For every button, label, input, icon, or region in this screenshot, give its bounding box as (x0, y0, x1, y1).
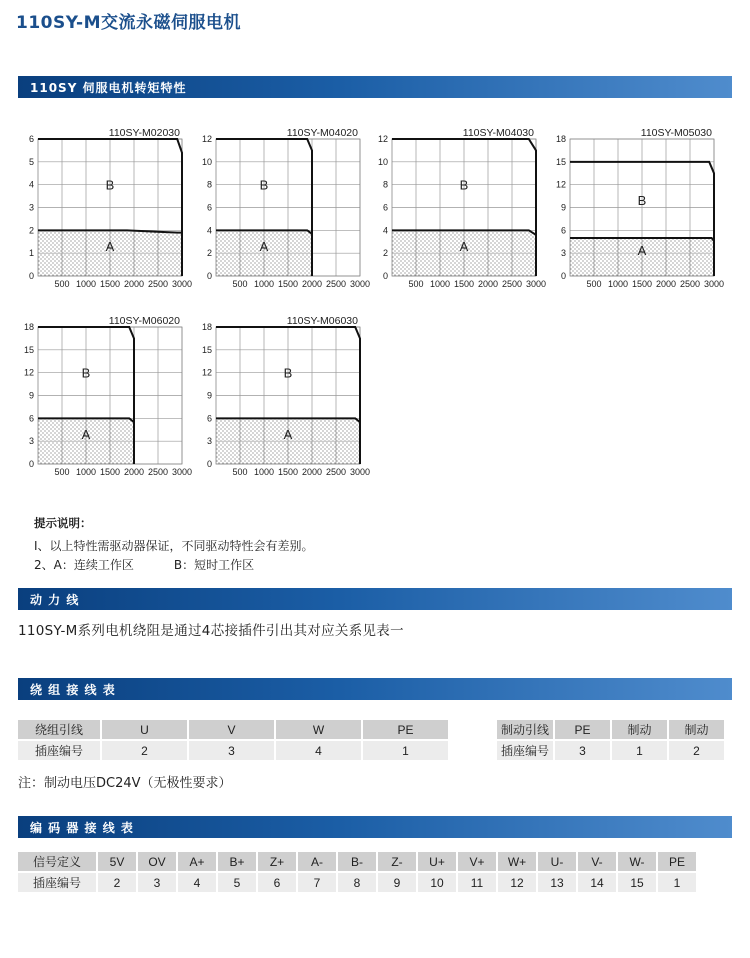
table-cell: 7 (297, 872, 337, 892)
x-tick-label: 1500 (453, 279, 475, 289)
table-cell: 5V (97, 852, 137, 872)
zone-b-label: B (81, 365, 91, 381)
table-cell: 11 (457, 872, 497, 892)
y-tick-label: 3 (28, 202, 34, 213)
chart-title: 110SY-M05030 (640, 127, 712, 139)
y-tick-label: 0 (206, 271, 212, 281)
y-tick-label: 12 (555, 179, 566, 190)
section-bar-encoder (18, 816, 732, 838)
table-cell: 4 (275, 740, 362, 760)
table-cell: W+ (497, 852, 537, 872)
x-tick-label: 500 (54, 279, 70, 289)
x-tick-label: 1000 (75, 279, 97, 289)
table-cell: 15 (617, 872, 657, 892)
table-cell: W- (617, 852, 657, 872)
y-tick-label: 4 (206, 225, 212, 236)
zone-b-label: B (283, 365, 293, 381)
table-cell: V+ (457, 852, 497, 872)
y-tick-label: 3 (560, 248, 566, 259)
table-cell: 制动引线 (497, 720, 554, 740)
table-cell: U- (537, 852, 577, 872)
x-tick-label: 2500 (501, 279, 523, 289)
encoder-table (18, 852, 698, 892)
x-tick-label: 1000 (75, 467, 97, 477)
table-cell: 插座编号 (18, 872, 97, 892)
x-tick-label: 1500 (277, 279, 299, 289)
winding-table (18, 720, 450, 760)
x-tick-label: 2000 (655, 279, 677, 289)
x-tick-label: 1500 (99, 467, 121, 477)
table-cell: 13 (537, 872, 577, 892)
table-cell: OV (137, 852, 177, 872)
table-header-row (497, 720, 725, 740)
table-cell: 6 (257, 872, 297, 892)
x-tick-label: 1000 (429, 279, 451, 289)
x-tick-label: 500 (408, 279, 424, 289)
y-tick-label: 0 (206, 459, 212, 469)
page-title: 110SY-M交流永磁伺服电机 (16, 13, 242, 33)
table-cell: 12 (497, 872, 537, 892)
table-cell: W (275, 720, 362, 740)
x-tick-label: 500 (54, 467, 70, 477)
y-tick-label: 15 (555, 156, 566, 167)
x-tick-label: 1500 (631, 279, 653, 289)
table-cell: Z+ (257, 852, 297, 872)
y-tick-label: 6 (382, 202, 388, 213)
notes-title: 提示说明： (34, 516, 92, 530)
table-cell: PE (362, 720, 449, 740)
table-cell: 1 (657, 872, 697, 892)
table-cell: U (101, 720, 188, 740)
table-cell: 3 (554, 740, 611, 760)
y-tick-label: 12 (201, 134, 212, 144)
table-row (497, 740, 725, 760)
table-cell: 5 (217, 872, 257, 892)
zone-a-label: A (283, 426, 293, 442)
table-cell: V (188, 720, 275, 740)
y-tick-label: 9 (28, 390, 34, 401)
x-tick-label: 2000 (301, 467, 323, 477)
chart-title: 110SY-M04030 (462, 127, 534, 139)
chart-title: 110SY-M06030 (286, 315, 358, 327)
x-tick-label: 2500 (147, 467, 169, 477)
y-tick-label: 8 (382, 179, 388, 190)
table-cell: 1 (362, 740, 449, 760)
y-tick-label: 18 (555, 134, 566, 144)
torque-chart-m06020 (8, 310, 198, 485)
y-tick-label: 0 (382, 271, 388, 281)
y-tick-label: 12 (201, 367, 212, 378)
y-tick-label: 6 (560, 225, 566, 236)
x-tick-label: 1000 (253, 279, 275, 289)
zone-b-label: B (459, 177, 469, 193)
table-cell: 制动 (668, 720, 725, 740)
chart-title: 110SY-M06020 (108, 315, 180, 327)
x-tick-label: 3000 (525, 279, 547, 289)
table-cell: 14 (577, 872, 617, 892)
zone-b-label: B (105, 177, 115, 193)
section-title: 编 码 器 接 线 表 (30, 821, 134, 835)
y-tick-label: 18 (23, 322, 34, 332)
x-tick-label: 3000 (171, 279, 193, 289)
table-cell: A+ (177, 852, 217, 872)
y-tick-label: 8 (206, 179, 212, 190)
y-tick-label: 1 (28, 248, 34, 259)
y-tick-label: 18 (201, 322, 212, 332)
table-cell: 3 (188, 740, 275, 760)
torque-chart-m02030 (8, 122, 198, 297)
x-tick-label: 2500 (679, 279, 701, 289)
x-tick-label: 1500 (277, 467, 299, 477)
table-cell: 10 (417, 872, 457, 892)
chart-title: 110SY-M02030 (108, 127, 180, 139)
table-row (18, 740, 449, 760)
zone-a-label: A (637, 243, 647, 259)
table-row (18, 872, 697, 892)
x-tick-label: 2500 (325, 467, 347, 477)
y-tick-label: 6 (28, 134, 34, 144)
section-bar-power (18, 588, 732, 610)
table-cell: PE (554, 720, 611, 740)
y-tick-label: 2 (28, 225, 34, 236)
x-tick-label: 1500 (99, 279, 121, 289)
zone-a-label: A (259, 238, 269, 254)
y-tick-label: 0 (28, 459, 34, 469)
y-tick-label: 6 (206, 413, 212, 424)
x-tick-label: 2000 (477, 279, 499, 289)
table-cell: 9 (377, 872, 417, 892)
section-title: 绕 组 接 线 表 (30, 683, 116, 697)
torque-chart-m05030 (540, 122, 730, 297)
x-tick-label: 3000 (349, 467, 371, 477)
note-zone-a: 2、A：连续工作区 (34, 558, 134, 572)
x-tick-label: 2500 (147, 279, 169, 289)
table-cell: 2 (97, 872, 137, 892)
zone-a-label: A (105, 238, 115, 254)
x-tick-label: 2000 (123, 467, 145, 477)
table-cell: B- (337, 852, 377, 872)
y-tick-label: 3 (206, 436, 212, 447)
zone-a-label: A (459, 238, 469, 254)
x-tick-label: 3000 (703, 279, 725, 289)
y-tick-label: 6 (28, 413, 34, 424)
note-line-1: I、以上特性需驱动器保证，不同驱动特性会有差别。 (34, 539, 314, 553)
table-cell: PE (657, 852, 697, 872)
y-tick-label: 3 (28, 436, 34, 447)
section-bar-winding (18, 678, 732, 700)
section-title: 110SY 伺服电机转矩特性 (30, 81, 187, 95)
table-cell: 制动 (611, 720, 668, 740)
x-tick-label: 500 (586, 279, 602, 289)
table-cell: 信号定义 (18, 852, 97, 872)
table-header-row (18, 852, 697, 872)
table-cell: 2 (101, 740, 188, 760)
x-tick-label: 2500 (325, 279, 347, 289)
table-cell: U+ (417, 852, 457, 872)
torque-chart-m04020 (186, 122, 376, 297)
note-line-2 (34, 556, 254, 573)
x-tick-label: 3000 (349, 279, 371, 289)
x-tick-label: 500 (232, 279, 248, 289)
table-cell: B+ (217, 852, 257, 872)
table-cell: 绕组引线 (18, 720, 101, 740)
table-cell: 8 (337, 872, 377, 892)
torque-chart-m06030 (186, 310, 376, 485)
y-tick-label: 12 (23, 367, 34, 378)
x-tick-label: 3000 (171, 467, 193, 477)
note-zone-b: B：短时工作区 (173, 558, 255, 572)
zone-b-label: B (637, 192, 647, 208)
table-cell: 1 (611, 740, 668, 760)
table-cell: 4 (177, 872, 217, 892)
y-tick-label: 15 (201, 344, 212, 355)
y-tick-label: 12 (377, 134, 388, 144)
table-cell: 插座编号 (18, 740, 101, 760)
y-tick-label: 5 (28, 156, 34, 167)
y-tick-label: 10 (201, 156, 212, 167)
y-tick-label: 2 (382, 248, 388, 259)
y-tick-label: 9 (560, 202, 566, 213)
y-tick-label: 4 (382, 225, 388, 236)
section-title: 动 力 线 (30, 593, 80, 607)
table-cell: 3 (137, 872, 177, 892)
y-tick-label: 10 (377, 156, 388, 167)
brake-voltage-note: 注：制动电压DC24V（无极性要求） (18, 776, 232, 791)
zone-a-label: A (81, 426, 91, 442)
table-cell: 2 (668, 740, 725, 760)
y-tick-label: 9 (206, 390, 212, 401)
table-cell: Z- (377, 852, 417, 872)
power-line-description: 110SY-M系列电机绕阻是通过4芯接插件引出其对应关系见表一 (18, 623, 404, 639)
zone-b-label: B (259, 177, 269, 193)
x-tick-label: 500 (232, 467, 248, 477)
table-cell: A- (297, 852, 337, 872)
y-tick-label: 2 (206, 248, 212, 259)
section-bar-torque (18, 76, 732, 98)
table-header-row (18, 720, 449, 740)
x-tick-label: 2000 (301, 279, 323, 289)
y-tick-label: 4 (28, 179, 34, 190)
table-cell: 插座编号 (497, 740, 554, 760)
brake-table (497, 720, 726, 760)
y-tick-label: 0 (560, 271, 566, 281)
y-tick-label: 6 (206, 202, 212, 213)
x-tick-label: 1000 (253, 467, 275, 477)
x-tick-label: 1000 (607, 279, 629, 289)
x-tick-label: 2000 (123, 279, 145, 289)
y-tick-label: 15 (23, 344, 34, 355)
torque-chart-m04030 (362, 122, 552, 297)
chart-title: 110SY-M04020 (286, 127, 358, 139)
table-cell: V- (577, 852, 617, 872)
y-tick-label: 0 (28, 271, 34, 281)
